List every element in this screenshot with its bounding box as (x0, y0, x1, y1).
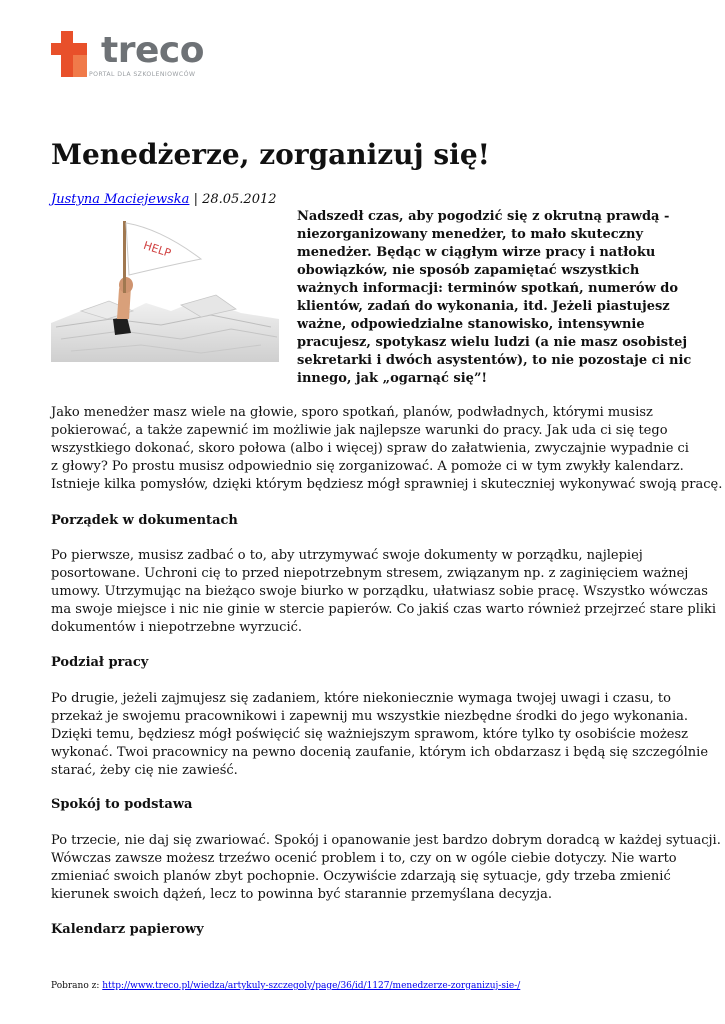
paragraph-line: kierunek swoich dążeń, lecz to powinna być starannie przemyślana decyzja. (51, 887, 552, 902)
section-heading-calm: Spokój to podstawa (51, 797, 193, 812)
section-heading-paper-calendar: Kalendarz papierowy (51, 922, 204, 937)
paragraph-line: posortowane. Uchroni cię to przed niepotrzebnym stresem, związanym np. z zaginięciem ważnej (51, 566, 689, 581)
section-paragraph-documents (51, 547, 717, 637)
paragraph-line: Po pierwsze, musisz zadbać o to, aby utrzymywać swoje dokumenty w porządku, najlepiej (51, 548, 643, 563)
paragraph-line: Wówczas zawsze możesz trzeźwo ocenić problem i to, czy on w ogóle ciebie dotyczy. Nie warto (51, 851, 677, 866)
lead-line: sekretarki i dwóch asystentów), to nie pozostaje ci nic (297, 353, 692, 368)
logo-tagline: PORTAL DLA SZKOLENIOWCÓW (89, 71, 196, 78)
source-url-link[interactable]: http://www.treco.pl/wiedza/artykuly-szczegoly/page/36/id/1127/menedzerze-zorganizuj-sie-/ (102, 981, 521, 991)
paragraph-line: wykonać. Twoi pracownicy na pewno docenią zaufanie, którym ich obdarzasz i będą się szczególnie (51, 745, 709, 760)
lead-line: obowiązków, nie sposób zapamiętać wszystkich (297, 263, 640, 278)
section-paragraph-calm (51, 832, 721, 904)
byline (51, 191, 277, 209)
article-title: Menedżerze, zorganizuj się! (51, 138, 490, 171)
paragraph-line: zmieniać swoich planów zbyt pochopnie. Oczywiście zdarzają się sytuacje, gdy trzeba zmienić (51, 869, 671, 884)
footer-label: Pobrano z: (51, 981, 103, 991)
lead-line: innego, jak „ogarnąć się”! (297, 371, 488, 386)
paragraph-line: Jako menedżer masz wiele na głowie, sporo spotkań, planów, podwładnych, którymi musisz (51, 405, 653, 420)
paragraph-line: Istnieje kilka pomysłów, dzięki którym będziesz mógł sprawniej i skuteczniej wykonywać swoją pracę. (51, 477, 723, 492)
paragraph-line: umowy. Utrzymując na bieżąco swoje biurko w porządku, ułatwiasz sobie pracę. Wszystko wówczas (51, 584, 708, 599)
treco-logo[interactable] (51, 31, 211, 81)
paragraph-line: wszystkiego dokonać, skoro połowa (albo i więcej) spraw do załatwienia, zwyczajnie wypadnie ci (51, 441, 689, 456)
lead-line: pracujesz, spotykasz wielu ludzi (a nie masz osobistej (297, 335, 688, 350)
paragraph-line: ma swoje miejsce i nic nie ginie w stercie papierów. Co jakiś czas warto również przejrzeć stare pliki (51, 602, 717, 617)
section-heading-work-division: Podział pracy (51, 655, 149, 670)
lead-line: menedżer. Będąc w ciągłym wirze pracy i natłoku (297, 245, 656, 260)
section-heading-documents: Porządek w dokumentach (51, 513, 238, 528)
flag-text: HELP (141, 238, 173, 260)
lead-line: klientów, zadań do wykonania, itd. Jeżeli piastujesz (297, 299, 670, 314)
paragraph-line: Dzięki temu, będziesz mógł poświęcić się ważniejszym sprawom, które tylko ty osobiście możesz (51, 727, 688, 742)
lead-line: niezorganizowany menedżer, to mało skuteczny (297, 227, 644, 242)
treco-logo-mark-icon (51, 31, 87, 77)
lead-line: ważne, odpowiedzialne stanowisko, intensywnie (297, 317, 645, 332)
section-paragraph-work-division (51, 690, 709, 780)
lead-line: ważnych informacji: terminów spotkań, numerów do (297, 281, 679, 296)
lead-line: Nadszedł czas, aby pogodzić się z okrutną prawdą - (297, 209, 670, 224)
help-flag-image (51, 215, 279, 362)
author-link[interactable]: Justyna Maciejewska (51, 192, 190, 207)
paragraph-line: przekaż je swojemu pracownikowi i zapewnij mu wszystkie niezbędne środki do jego wykonania. (51, 709, 689, 724)
source-footer (51, 980, 520, 992)
paragraph-line: pokierować, a także zapewnić im możliwie jak najlepsze warunki do pracy. Jak uda ci się tego (51, 423, 668, 438)
intro-paragraph (51, 404, 723, 494)
paragraph-line: z głowy? Po prostu musisz odpowiednio się zorganizować. A pomoże ci w tym zwykły kalendarz. (51, 459, 684, 474)
paragraph-line: Po trzecie, nie daj się zwariować. Spokój i opanowanie jest bardzo dobrym doradcą w każdej sytuacji. (51, 833, 721, 848)
article-date: | 28.05.2012 (189, 192, 277, 207)
paragraph-line: dokumentów i niepotrzebne wyrzucić. (51, 620, 303, 635)
paragraph-line: Po drugie, jeżeli zajmujesz się zadaniem, które niekoniecznie wymaga twojej uwagi i czasu, to (51, 691, 671, 706)
lead-paragraph (297, 208, 692, 388)
paragraph-line: starać, żeby cię nie zawieść. (51, 763, 238, 778)
logo-wordmark: treco (101, 30, 204, 71)
